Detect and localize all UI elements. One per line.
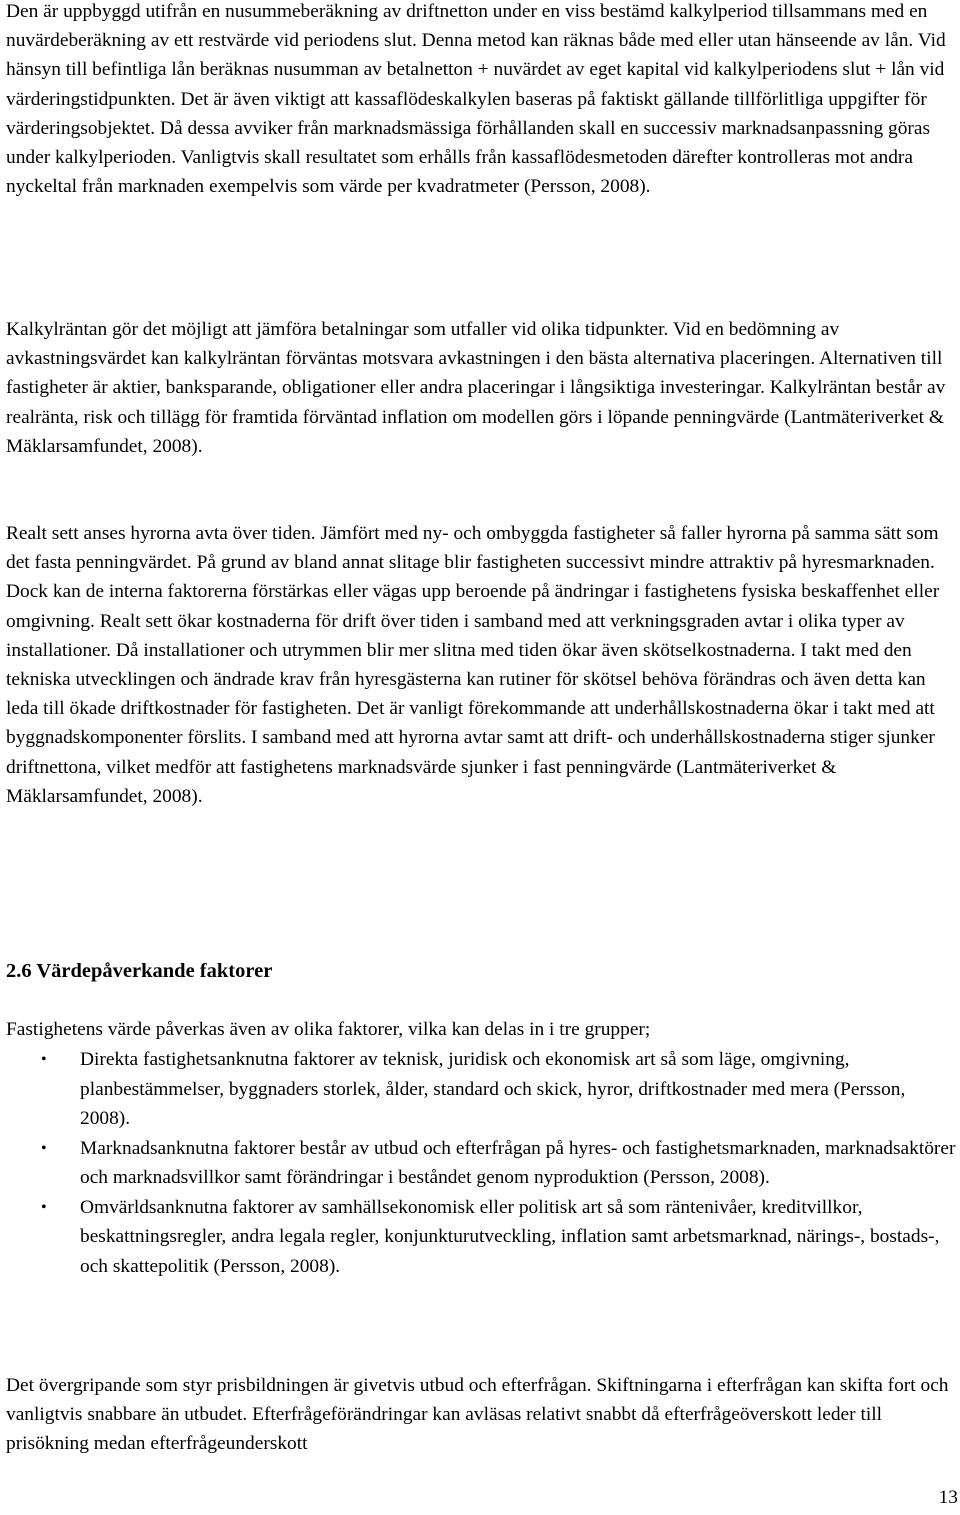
paragraph-discount-rate: Kalkylräntan gör det möjligt att jämföra betalningar som utfaller vid olika tidpunkter. Vid en bedömning av avkastningsvärdet kan kalkylräntan förväntas motsvara avkastningen i den bästa alternativa placeringen. Alternativen till fastigheter är aktier, banksparande, obligationer eller andra placeringar i långsiktiga investeringar. Kalkylräntan består av realränta, risk och tillägg för framtida förväntad inflation om modellen görs i löpande penningvärde (Lantmäteriverket & Mäklarsamfundet, 2008). (6, 319, 946, 457)
list-item-text: Marknadsanknutna faktorer består av utbud och efterfrågan på hyres- och fastighetsmarknaden, marknadsaktörer och marknadsvillkor samt förändringar i beståndet genom nyproduktion (Persson, 2008). (80, 1137, 956, 1188)
bullet-icon: • (41, 1139, 47, 1157)
section-intro: Fastighetens värde påverkas även av olika faktorer, vilka kan delas in i tre grupper; (6, 1019, 651, 1040)
paragraph-rent-trends: Realt sett anses hyrorna avta över tiden. Jämfört med ny- och ombyggda fastigheter så faller hyrorna på samma sätt som det fasta penningvärdet. På grund av bland annat slitage blir fastigheten successivt mindre attraktiv på hyresmarknaden. Dock kan de interna faktorerna förstärkas eller vägas upp beroende på ändringar i fastighetens fysiska beskaffenhet eller omgivning. Realt sett ökar kostnaderna för drift över tiden i samband med att verkningsgraden avtar i olika typer av installationer. Då installationer och utrymmen blir mer slitna med tiden ökar även skötselkostnaderna. I takt med den tekniska utvecklingen och ändrade krav från hyresgästerna kan rutiner för skötsel behöva förändras och även detta kan leda till ökade driftkostnader för fastigheten. Det är vanligt förekommande att underhållskostnaderna ökar i takt med att byggnadskomponenter förslits. I samband med att hyrorna avtar samt att drift- och underhållskostnaderna stiger sjunker driftnettona, vilket medför att fastighetens marknadsvärde sjunker i fast penningvärde (Lantmäteriverket & Mäklarsamfundet, 2008). (6, 523, 940, 807)
list-item (6, 1193, 956, 1282)
list-item-text: Omvärldsanknutna faktorer av samhällsekonomisk eller politisk art så som räntenivåer, kreditvillkor, beskattningsregler, andra legala regler, konjunkturutveckling, inflation samt arbetsmarknad, närings-, bostads-, och skattepolitik (Persson, 2008). (80, 1196, 940, 1277)
paragraph-cashflow-method: Den är uppbyggd utifrån en nusummeberäkning av driftnetton under en viss bestämd kalkylperiod tillsammans med en nuvärdeberäkning av ett restvärde vid periodens slut. Denna metod kan räknas både med eller utan hänseende av lån. Vid hänsyn till befintliga lån beräknas nusumman av betalnetton + nuvärdet av eget kapital vid kalkylperiodens slut + lån vid värderingstidpunkten. Det är även viktigt att kassaflödeskalkylen baseras på faktiskt gällande tillförlitliga uppgifter för värderingsobjektet. Då dessa avviker från marknadsmässiga förhållanden skall en successiv marknadsanpassning göras under kalkylperioden. Vanligtvis skall resultatet som erhålls från kassaflödesmetoden därefter kontrolleras mot andra nyckeltal från marknaden exempelvis som värde per kvadratmeter (Persson, 2008). (6, 1, 946, 198)
paragraph-supply-demand: Det övergripande som styr prisbildningen är givetvis utbud och efterfrågan. Skiftningarna i efterfrågan kan skifta fort och vanligtvis snabbare än utbudet. Efterfrågeförändringar kan avläsas relativt snabbt då efterfrågeöverskott leder till prisökning medan efterfrågeunderskott (6, 1375, 949, 1455)
bullet-icon: • (41, 1198, 47, 1216)
bullet-icon: • (41, 1051, 47, 1068)
page-number: 13 (938, 1487, 958, 1508)
list-item (6, 1134, 956, 1193)
section-heading: 2.6 Värdepåverkande faktorer (6, 960, 273, 982)
list-item-text: Direkta fastighetsanknutna faktorer av teknisk, juridisk och ekonomisk art så som läge, omgivning, planbestämmelser, byggnaders storlek, ålder, standard och skick, hyror, driftkostnader med mera (Persson, 2008). (80, 1049, 906, 1129)
factor-list (6, 1045, 956, 1281)
list-item (6, 1045, 956, 1134)
